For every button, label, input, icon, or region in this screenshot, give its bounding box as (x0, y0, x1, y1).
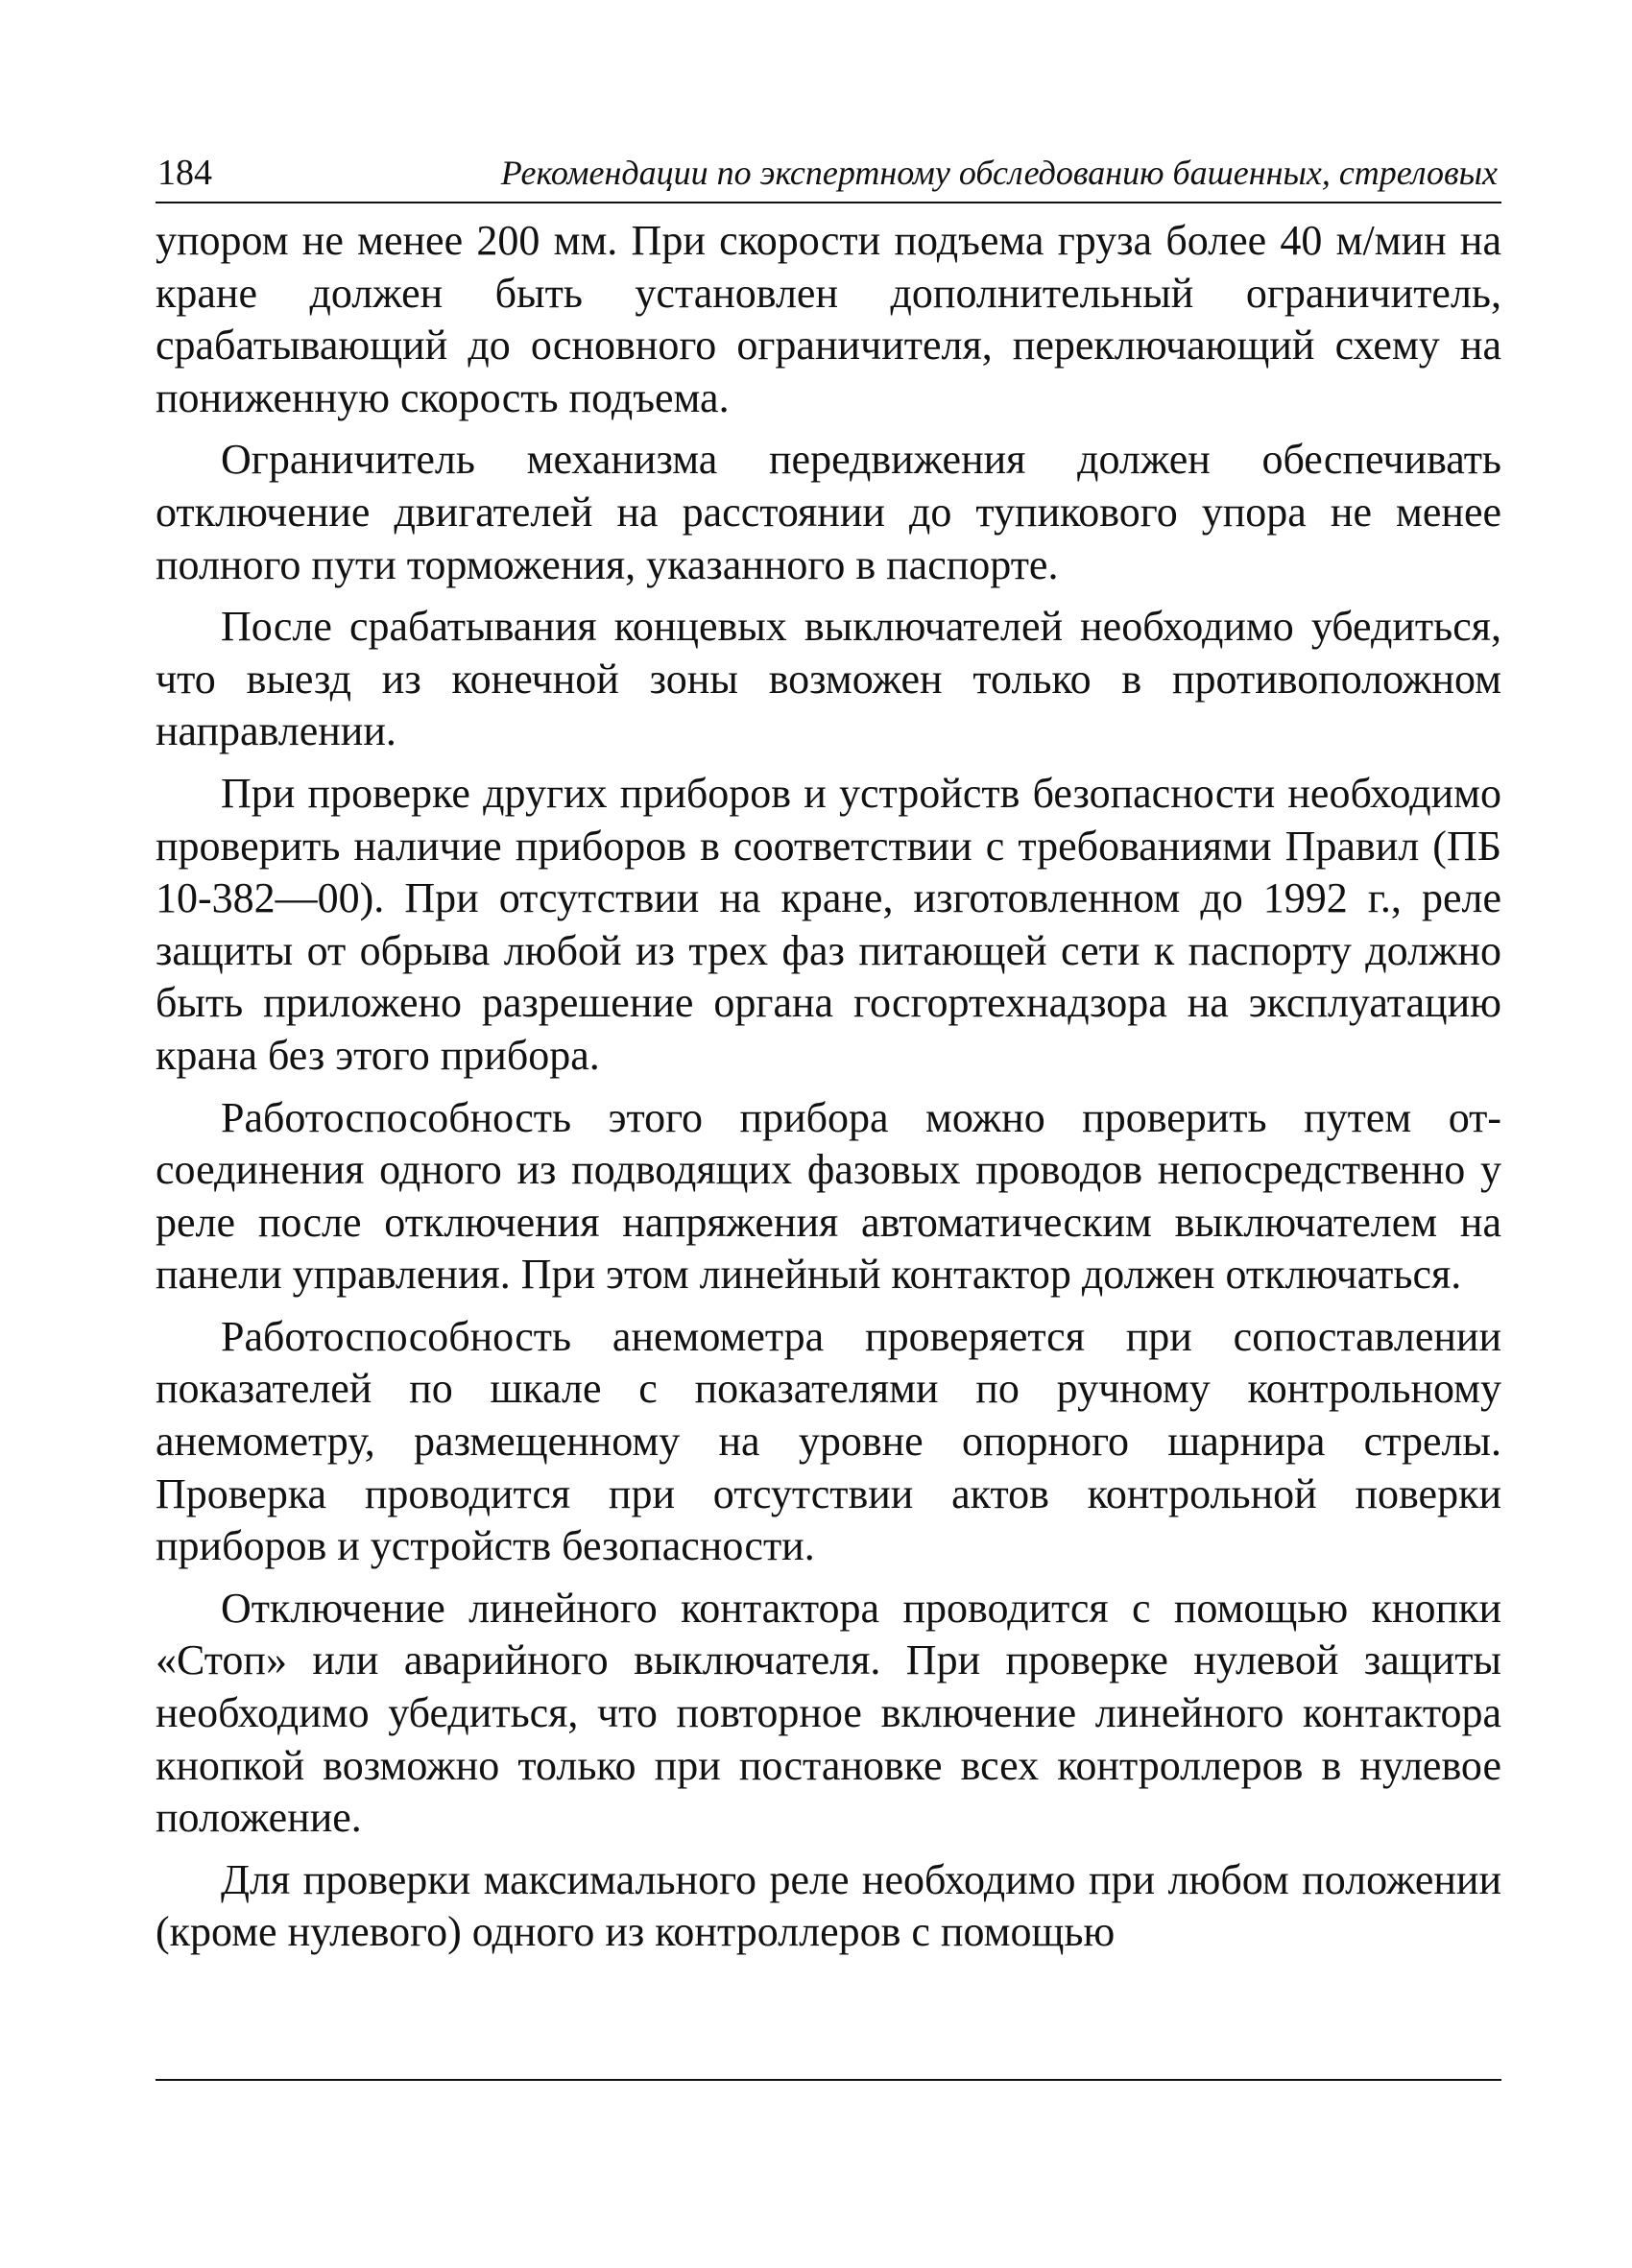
bottom-divider (156, 2079, 1501, 2081)
paragraph: Отключение линейного контактора проводится с помощью кнопки «Стоп» или аварийного выключателя. При проверке нулевой защиты необходимо убедиться, что повторное включение линейного контактора кнопкой возможно только при постановке всех контроллеров в нулевое положение. (156, 1584, 1501, 1842)
paragraph: При проверке других приборов и устройств безопасности необходимо проверить наличие приборов в соответствии с требованиями Правил (ПБ 10-382—00). При отсутствии на кране, изготовленном до 1992 г., реле защиты от обрыва любой из трех фаз питающей сети к паспорту должно быть приложено разрешение органа госгортехнадзора на эксплуатацию крана без этого прибора. (156, 769, 1501, 1079)
page-header (156, 144, 1501, 203)
page-number: 184 (157, 153, 212, 193)
paragraph: Ограничитель механизма передвижения должен обеспечивать отключение двигателей на расстоянии до тупикового упора не менее полного пути торможения, указанного в паспорте. (156, 436, 1501, 588)
paragraph-continuation: упором не менее 200 мм. При скорости подъема груза более 40 м/мин на кране должен быть установлен дополнительный ограничитель, срабатывающий до основного ограничителя, переключающий схему на пониженную скорость подъема. (156, 217, 1501, 421)
paragraph: Работоспособность этого прибора можно проверить путем отсоединения одного из подводящих фазовых проводов непосредственно у реле после отключения напряжения автоматическим выключателем на панели управления. При этом линейный контактор должен отключаться. (156, 1093, 1501, 1299)
page-body (156, 215, 1501, 1969)
running-title: Рекомендации по экспертному обследованию башенных, стреловых (500, 154, 1498, 192)
paragraph: Для проверки максимального реле необходимо при любом положении (кроме нулевого) одного из контроллеров с помощью (156, 1855, 1501, 1956)
paragraph: После срабатывания концевых выключателей необходимо убедиться, что выезд из конечной зоны возможен только в противоположном направлении. (156, 603, 1501, 755)
paragraph: Работоспособность анемометра проверяется при сопоставлении показателей по шкале с показателями по ручному контрольному анемометру, размещенному на уровне опорного шарнира стрелы. Проверка проводится при отсутствии актов контрольной поверки приборов и устройств безопасности. (156, 1312, 1501, 1570)
